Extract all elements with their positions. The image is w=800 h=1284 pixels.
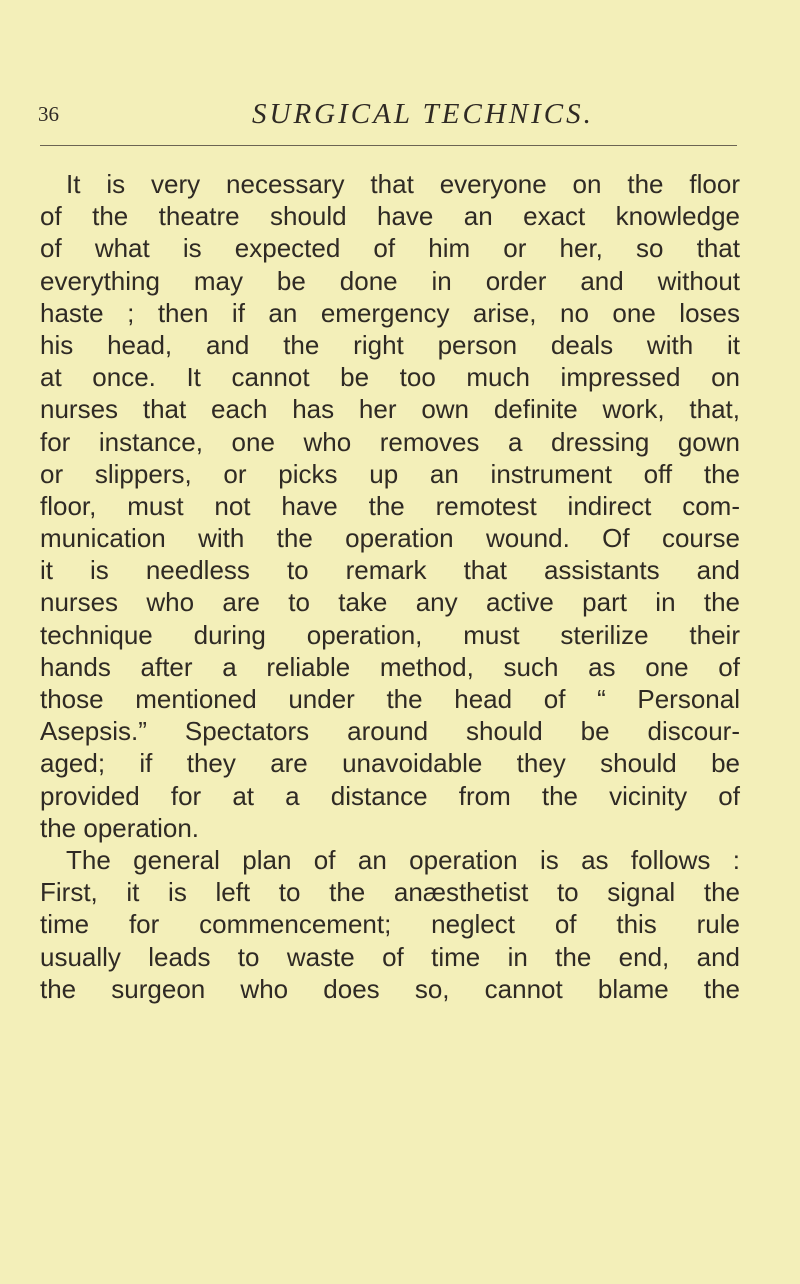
text-line: of the theatre should have an exact knowledge: [40, 201, 740, 232]
text-line: provided for at a distance from the vicinity of: [40, 780, 740, 811]
text-line: aged; if they are unavoidable they should be: [40, 748, 740, 779]
text-line: usually leads to waste of time in the end, and: [40, 941, 740, 972]
text-line: haste ; then if an emergency arise, no one loses: [40, 297, 740, 328]
text-line: nurses that each has her own definite work, that,: [40, 394, 740, 425]
text-line: for instance, one who removes a dressing gown: [40, 426, 740, 457]
text-line: First, it is left to the anæsthetist to signal the: [40, 877, 740, 908]
text-line: those mentioned under the head of “ Personal: [40, 684, 740, 714]
text-line: everything may be done in order and without: [40, 265, 740, 296]
text-line: Asepsis.” Spectators around should be discour-: [40, 716, 740, 747]
body-text: [40, 168, 740, 1005]
text-line: The general plan of an operation is as follows :: [66, 844, 740, 875]
text-line: hands after a reliable method, such as one of: [40, 651, 740, 682]
text-line: it is needless to remark that assistants and: [40, 555, 740, 586]
text-line: nurses who are to take any active part in the: [40, 587, 740, 618]
header-rule: [40, 145, 737, 146]
text-line: or slippers, or picks up an instrument off the: [40, 458, 740, 489]
text-line: at once. It cannot be too much impressed on: [40, 362, 740, 393]
text-line: technique during operation, must sterilize their: [40, 619, 740, 650]
text-line: of what is expected of him or her, so that: [40, 233, 740, 264]
text-line: time for commencement; neglect of this rule: [40, 909, 740, 940]
text-line: munication with the operation wound. Of course: [40, 523, 740, 554]
running-head: [38, 98, 738, 138]
running-title: SURGICAL TECHNICS.: [252, 98, 594, 130]
text-line: floor, must not have the remotest indirect com-: [40, 490, 740, 521]
page-number: 36: [38, 102, 59, 126]
text-line: the surgeon who does so, cannot blame the: [40, 973, 740, 1004]
text-line: the operation.: [40, 812, 200, 843]
text-line: his head, and the right person deals with it: [40, 329, 740, 360]
text-line: It is very necessary that everyone on the floor: [66, 169, 740, 199]
